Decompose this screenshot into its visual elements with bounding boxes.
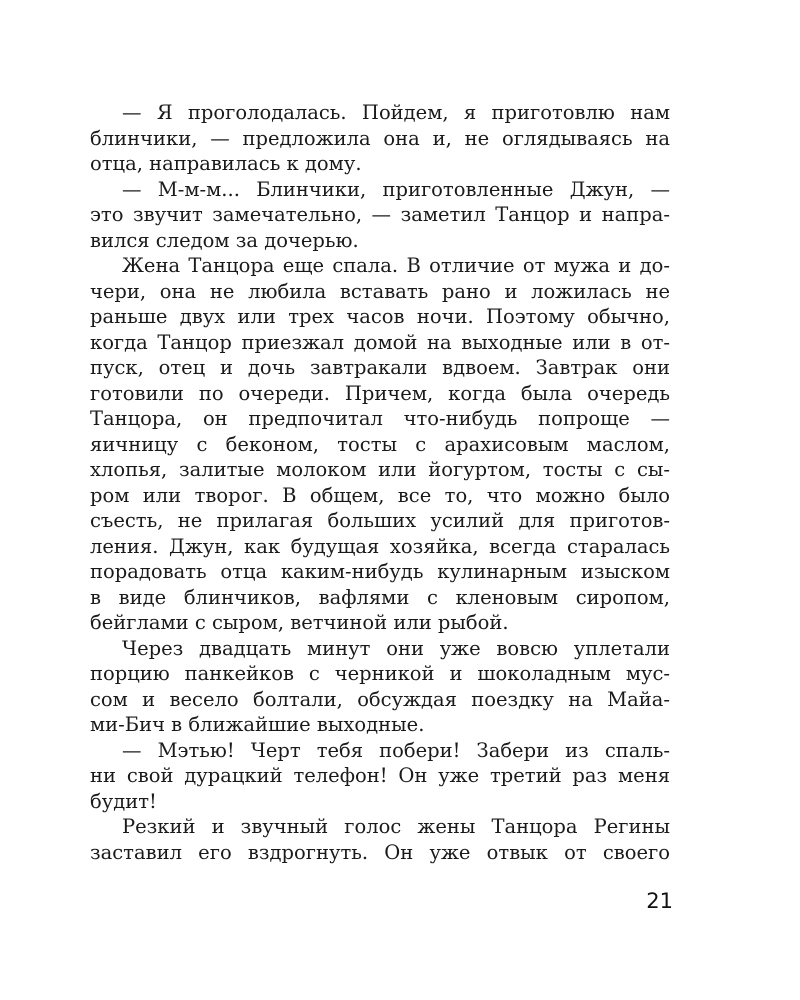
text-line: когда Танцор приезжал домой на выходные или в от- (90, 330, 670, 354)
text-line: раньше двух или трех часов ночи. Поэтому обычно, (90, 305, 670, 328)
text-line: сом и весело болтали, обсуждая поездку на Майа- (90, 687, 670, 711)
text-line: Жена Танцора еще спала. В отличие от мужа и до- (122, 254, 670, 277)
text-line: ни свой дурацкий телефон! Он уже третий раз меня (90, 764, 670, 787)
text-line: порадовать отца каким-нибудь кулинарным изыском (90, 560, 670, 583)
text-line: Танцора, он предпочитал что-нибудь попроще — (90, 407, 670, 430)
body-text (90, 100, 670, 865)
text-line: ления. Джун, как будущая хозяйка, всегда старалась (90, 534, 670, 558)
text-line: блинчики, — предложила она и, не оглядываясь на (90, 126, 670, 150)
text-line: бейглами с сыром, ветчиной или рыбой. (90, 611, 509, 634)
text-line: — Я проголодалась. Пойдем, я приготовлю нам (122, 101, 670, 124)
text-line: заставил его вздрогнуть. Он уже отвык от своего (90, 840, 670, 864)
page-number: 21 (646, 889, 673, 913)
text-line: — М-м-м... Блинчики, приготовленные Джун, — (122, 177, 670, 201)
text-line: съесть, не прилагая больших усилий для приготов- (90, 509, 670, 532)
text-line: Резкий и звучный голос жены Танцора Регины (122, 815, 670, 838)
text-line: готовили по очереди. Причем, когда была очередь (90, 381, 670, 405)
text-line: чери, она не любила вставать рано и ложилась не (90, 279, 670, 303)
text-line: яичницу с беконом, тосты с арахисовым маслом, (90, 432, 670, 456)
text-line: это звучит замечательно, — заметил Танцор и напра- (90, 203, 670, 226)
text-line: Через двадцать минут они уже вовсю уплетали (122, 636, 670, 660)
text-line: вился следом за дочерью. (90, 228, 359, 252)
text-line: ми-Бич в ближайшие выходные. (90, 713, 425, 736)
text-line: ром или творог. В общем, все то, что можно было (90, 483, 670, 507)
text-line: пуск, отец и дочь завтракали вдвоем. Завтрак они (90, 356, 670, 379)
text-line: в виде блинчиков, вафлями с кленовым сиропом, (90, 585, 670, 609)
text-line: — Мэтью! Черт тебя побери! Забери из спаль- (122, 738, 670, 762)
text-line: отца, направилась к дому. (90, 152, 362, 175)
text-line: будит! (90, 789, 157, 813)
text-line: порцию панкейков с черникой и шоколадным мус- (90, 662, 670, 685)
text-line: хлопья, залитые молоком или йогуртом, тосты с сы- (90, 458, 670, 481)
